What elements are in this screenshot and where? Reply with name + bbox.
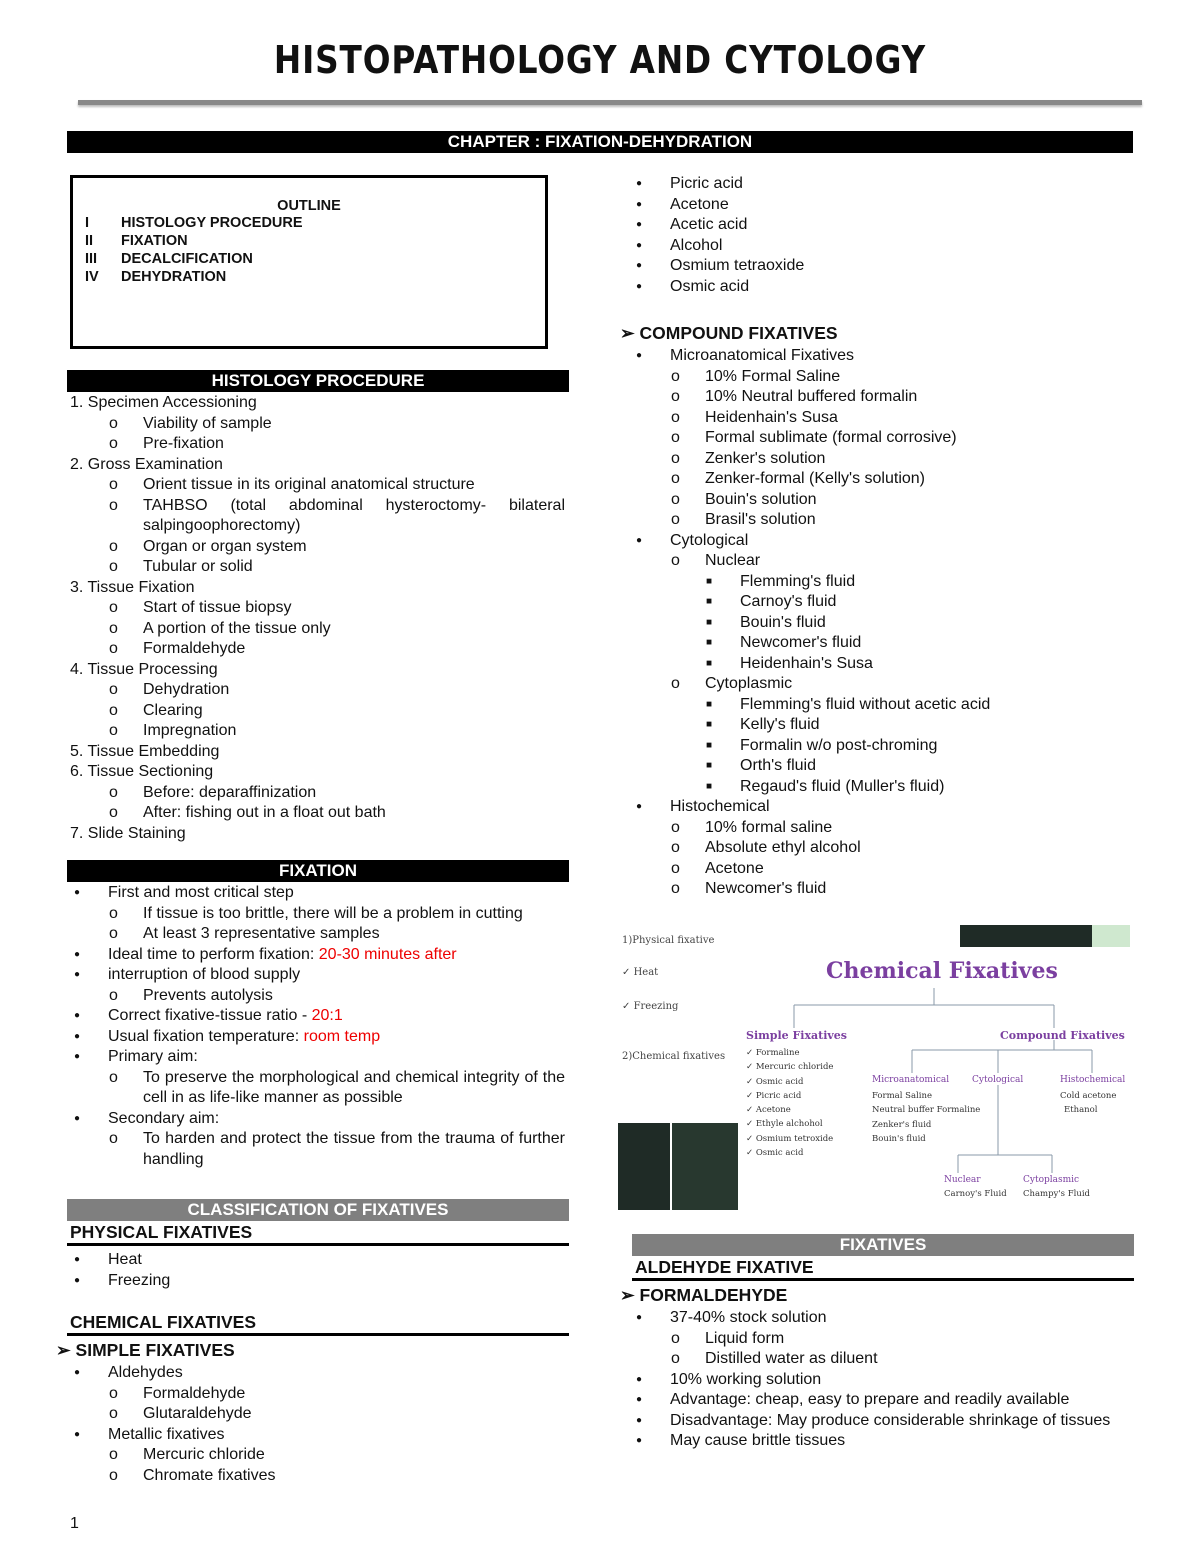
formaldehyde-heading [620, 1285, 787, 1306]
fig-simple-item: ✓ Osmium tetroxide [746, 1133, 834, 1144]
list-text: 37-40% stock solution [670, 1309, 827, 1326]
fig-text: Mercuric chloride [755, 1062, 834, 1073]
list-item: ● Acetic acid [636, 216, 748, 233]
list-text: Advantage: cheap, easy to prepare and readily available [670, 1391, 1070, 1408]
fig-text: Picric acid [755, 1090, 802, 1101]
fig-text: Freezing [633, 1001, 679, 1012]
physical-list [70, 1250, 565, 1291]
list-item: ● Microanatomical Fixatives [636, 347, 855, 364]
list-text: Formaldehyde [143, 1384, 246, 1402]
list-item: o Acetone [671, 859, 764, 877]
list-text: 10% formal saline [705, 818, 833, 836]
list-item: 2. Gross Examination [70, 455, 223, 473]
list-text: Dehydration [143, 681, 230, 698]
list-text: Cytological [670, 531, 749, 549]
list-item: o After: fishing out in a float out bath [109, 804, 386, 821]
outline-item [73, 232, 545, 250]
fig-text: Formaline [755, 1048, 800, 1058]
list-text: Kelly's fluid [740, 716, 820, 733]
list-item: ● First and most critical step [74, 884, 294, 901]
list-item: 1. Specimen Accessioning [70, 394, 257, 411]
fig-simple-item: ✓ Osmic acid [746, 1148, 804, 1159]
list-text: Acetone [705, 859, 764, 877]
fig-text: Acetone [755, 1105, 791, 1116]
heading-text: COMPOUND FIXATIVES [639, 323, 838, 343]
compound-fixatives-heading [620, 323, 838, 344]
list-text: Glutaraldehyde [143, 1405, 252, 1422]
list-text: Formaldehyde [143, 640, 246, 657]
fig-heat-item [622, 967, 658, 978]
list-text: Mercuric chloride [143, 1446, 265, 1463]
list-item: ● 10% working solution [636, 1370, 822, 1388]
list-item: o 10% formal saline [671, 818, 833, 836]
list-text: First and most critical step [108, 884, 294, 901]
list-item: ● Usual fixation temperature: room temp [74, 1027, 381, 1045]
check-icon: ✓ [622, 1001, 634, 1012]
list-text: Heidenhain's Susa [740, 654, 873, 672]
list-item: ● Cytological [636, 531, 749, 549]
list-item: ● Picric acid [636, 175, 743, 192]
list-text: Carnoy's fluid [740, 593, 837, 610]
fig-nuclear-item: Carnoy's Fluid [944, 1189, 1007, 1199]
fig-simple-item: ✓ Ethyle alchohol [746, 1119, 823, 1130]
fig-histo-heading: Histochemical [1060, 1075, 1126, 1085]
fig-histo-item: Ethanol [1064, 1105, 1098, 1116]
list-item: o Chromate fixatives [109, 1466, 276, 1484]
list-item: ■ Carnoy's fluid [706, 593, 837, 610]
fig-cyto-heading: Cytological [972, 1075, 1024, 1085]
fig-histo-list [1060, 1089, 1116, 1118]
fig-simple-heading: Simple Fixatives [746, 1029, 847, 1042]
list-item: ● Heat [74, 1251, 142, 1268]
outline-num: I [85, 215, 90, 231]
list-text: Before: deparaffinization [143, 783, 317, 801]
fig-nuclear-heading: Nuclear [944, 1175, 981, 1185]
chapter-banner: CHAPTER : FIXATION-DEHYDRATION [67, 131, 1133, 153]
fig-compound-heading: Compound Fixatives [1000, 1029, 1125, 1042]
list-text: Heat [108, 1251, 142, 1268]
list-item: o Brasil's solution [671, 511, 816, 528]
list-item: o To preserve the morphological and chemical integrity of the cell in as life-like manner as possible [109, 1068, 565, 1106]
list-text: TAHBSO (total abdominal hysteroctomy- bilateral salpingoophorectomy) [143, 496, 565, 534]
list-item: o Impregnation [109, 722, 237, 739]
list-text: Tubular or solid [143, 558, 253, 575]
list-item: o Formaldehyde [109, 1384, 246, 1402]
list-item: ● Aldehydes [74, 1364, 183, 1381]
list-text: Flemming's fluid [740, 572, 856, 590]
list-item: o Zenker-formal (Kelly's solution) [671, 470, 926, 487]
list-text: Bouin's fluid [740, 613, 826, 631]
list-item: 4. Tissue Processing [70, 660, 218, 678]
highlight-text: 20:1 [311, 1007, 343, 1024]
fig-micro-item: Zenker's fluid [872, 1119, 932, 1130]
list-text: Newcomer's fluid [740, 634, 862, 651]
fig-simple-item: ✓ Picric acid [746, 1090, 802, 1101]
list-text: Absolute ethyl alcohol [705, 839, 861, 856]
fig-chemical-label: 2)Chemical fixatives [622, 1051, 726, 1062]
list-text: Acetone [670, 195, 729, 213]
physical-fixatives-heading: PHYSICAL FIXATIVES [67, 1222, 569, 1246]
list-item: ■ Regaud's fluid (Muller's fluid) [706, 777, 945, 795]
fig-simple-item: ✓ Formaline [746, 1048, 800, 1058]
list-text: Viability of sample [143, 414, 272, 432]
list-text: Orient tissue in its original anatomical structure [143, 476, 475, 493]
fig-physical-label: 1)Physical fixative [622, 935, 715, 946]
page-number: 1 [70, 1515, 79, 1532]
fig-cytoplasmic-heading: Cytoplasmic [1023, 1175, 1080, 1185]
list-item: o Tubular or solid [109, 558, 253, 575]
simple-list-continued [632, 174, 1132, 297]
list-text: Orth's fluid [740, 757, 816, 774]
list-text: Flemming's fluid without acetic acid [740, 695, 991, 713]
fig-simple-item: ✓ Osmic acid [746, 1076, 804, 1087]
list-item: o Zenker's solution [671, 449, 826, 467]
list-text: Disadvantage: May produce considerable shrinkage of tissues [670, 1411, 1111, 1429]
list-text: Secondary aim: [108, 1109, 220, 1127]
compound-list [632, 346, 1132, 900]
list-item: o Viability of sample [109, 414, 272, 432]
list-item: ● Correct fixative-tissue ratio - 20:1 [74, 1007, 343, 1024]
list-item: ■ Bouin's fluid [706, 613, 826, 631]
list-text: Heidenhain's Susa [705, 408, 838, 426]
list-item: ● interruption of blood supply [74, 966, 301, 983]
heading-text: SIMPLE FIXATIVES [75, 1340, 235, 1360]
list-item: o Prevents autolysis [109, 986, 273, 1004]
fig-micro-list [872, 1089, 980, 1146]
section-heading-fixatives: FIXATIVES [632, 1234, 1134, 1256]
outline-title: OUTLINE [277, 198, 341, 214]
list-item: o Mercuric chloride [109, 1446, 265, 1463]
list-item: 6. Tissue Sectioning [70, 763, 214, 780]
list-text: Chromate fixatives [143, 1466, 276, 1484]
list-text: Metallic fixatives [108, 1425, 225, 1443]
list-item: o At least 3 representative samples [109, 925, 380, 942]
list-text: Formal sublimate (formal corrosive) [705, 429, 957, 446]
list-text: Alcohol [670, 236, 723, 254]
arrow-icon: ➢ [56, 1340, 76, 1360]
list-item: o Cytoplasmic [671, 675, 793, 692]
list-item: o Organ or organ system [109, 537, 307, 555]
heading-text: FORMALDEHYDE [639, 1285, 788, 1305]
list-item: o Distilled water as diluent [671, 1350, 878, 1367]
list-item: o Start of tissue biopsy [109, 599, 292, 616]
list-text: After: fishing out in a float out bath [143, 804, 386, 821]
list-text: Microanatomical Fixatives [670, 347, 855, 364]
list-item: ■ Heidenhain's Susa [706, 654, 873, 672]
list-text: Formalin w/o post-chroming [740, 736, 938, 754]
list-text: interruption of blood supply [108, 966, 301, 983]
list-item: ■ Kelly's fluid [706, 716, 820, 733]
list-text: Organ or organ system [143, 537, 307, 555]
list-text: At least 3 representative samples [143, 925, 380, 942]
list-item: o Dehydration [109, 681, 230, 698]
list-item: o Before: deparaffinization [109, 783, 317, 801]
list-text: Osmium tetraoxide [670, 257, 805, 274]
outline-item [73, 268, 545, 286]
histology-list [70, 393, 565, 844]
list-text: If tissue is too brittle, there will be a problem in cutting [143, 904, 523, 922]
list-text: A portion of the tissue only [143, 619, 331, 637]
fig-simple-item: ✓ Mercuric chloride [746, 1062, 834, 1073]
list-item: ■ Flemming's fluid without acetic acid [706, 695, 991, 713]
list-text: Zenker-formal (Kelly's solution) [705, 470, 926, 487]
arrow-icon: ➢ [620, 323, 640, 343]
list-item: ● Alcohol [636, 236, 723, 254]
list-text: Histochemical [670, 798, 770, 815]
list-text: Prevents autolysis [143, 986, 273, 1004]
list-item: ● Histochemical [636, 798, 770, 815]
list-text: Acetic acid [670, 216, 748, 233]
list-item: 3. Tissue Fixation [70, 578, 195, 596]
list-text: Liquid form [705, 1329, 785, 1347]
list-item: ■ Flemming's fluid [706, 572, 856, 590]
list-item: o 10% Neutral buffered formalin [671, 388, 918, 405]
list-text: Bouin's solution [705, 490, 817, 508]
formaldehyde-list [632, 1308, 1130, 1452]
list-item: ■ Formalin w/o post-chroming [706, 736, 938, 754]
list-item: o Formaldehyde [109, 640, 246, 657]
list-text: Brasil's solution [705, 511, 816, 528]
title-divider [78, 100, 1142, 105]
list-text: Cytoplasmic [705, 675, 793, 692]
fig-title: Chemical Fixatives [826, 958, 1058, 984]
list-item: o TAHBSO (total abdominal hysteroctomy- bilateral salpingoophorectomy) [109, 496, 565, 534]
list-text: Usual fixation temperature: [108, 1027, 304, 1045]
outline-item [73, 250, 545, 268]
fig-text: Osmic acid [755, 1148, 804, 1159]
list-item: o To harden and protect the tissue from the trauma of further handling [109, 1130, 565, 1168]
fig-text: Osmium tetroxide [755, 1133, 834, 1144]
section-heading-fixation: FIXATION [67, 860, 569, 882]
list-item: ● Acetone [636, 195, 729, 213]
list-text: Zenker's solution [705, 449, 826, 467]
outline-label: FIXATION [121, 233, 188, 249]
chemical-fixatives-heading: CHEMICAL FIXATIVES [67, 1312, 569, 1336]
fig-text: Ethyle alchohol [755, 1119, 823, 1130]
section-heading-histology: HISTOLOGY PROCEDURE [67, 370, 569, 392]
list-item: o Nuclear [671, 552, 761, 569]
fig-simple-item: ✓ Acetone [746, 1105, 791, 1116]
list-item: ● Advantage: cheap, easy to prepare and readily available [636, 1391, 1070, 1408]
list-item: ● Metallic fixatives [74, 1425, 225, 1443]
arrow-icon: ➢ [620, 1285, 640, 1305]
list-text: To harden and protect the tissue from the trauma of further handling [143, 1130, 565, 1168]
list-item: o Newcomer's fluid [671, 880, 827, 897]
list-item: o Liquid form [671, 1329, 785, 1347]
list-item: ■ Newcomer's fluid [706, 634, 862, 651]
outline-num: IV [85, 269, 99, 285]
highlight-text: 20-30 minutes after [318, 945, 457, 963]
fig-text: Osmic acid [755, 1076, 804, 1087]
list-text: Correct fixative-tissue ratio - [108, 1007, 312, 1024]
list-text: Pre-fixation [143, 435, 224, 452]
list-text: Impregnation [143, 722, 237, 739]
list-item: ● Secondary aim: [74, 1109, 220, 1127]
simple-fixatives-heading [56, 1340, 235, 1361]
list-item: o Glutaraldehyde [109, 1405, 252, 1422]
fig-histo-item: Cold acetone [1060, 1091, 1117, 1101]
list-item: o Heidenhain's Susa [671, 408, 838, 426]
list-text: Newcomer's fluid [705, 880, 827, 897]
fig-micro-item: Formal Saline [872, 1091, 932, 1101]
fig-micro-item: Neutral buffer Formaline [872, 1105, 981, 1116]
fig-simple-list [746, 1046, 833, 1160]
list-item: ● Freezing [74, 1271, 171, 1289]
fig-micro-item: Bouin's fluid [872, 1133, 926, 1144]
list-text: Freezing [108, 1271, 171, 1289]
list-text: 10% working solution [670, 1370, 822, 1388]
list-item: o A portion of the tissue only [109, 619, 331, 637]
list-text: Ideal time to perform fixation: [108, 945, 319, 963]
fig-freezing-item [622, 1001, 678, 1012]
simple-list [70, 1363, 565, 1486]
outline-num: III [85, 251, 98, 267]
list-item: ● 37-40% stock solution [636, 1309, 827, 1326]
list-item: ● Primary aim: [74, 1048, 198, 1065]
list-text: May cause brittle tissues [670, 1432, 846, 1449]
list-item: ● Ideal time to perform fixation: 20-30 minutes after [74, 945, 457, 963]
list-item: o Orient tissue in its original anatomical structure [109, 476, 475, 493]
outline-label: DECALCIFICATION [121, 251, 253, 267]
list-item: 7. Slide Staining [70, 824, 186, 842]
fig-micro-heading: Microanatomical [872, 1075, 950, 1085]
highlight-text: room temp [303, 1027, 381, 1045]
list-text: Nuclear [705, 552, 761, 569]
list-item: ■ Orth's fluid [706, 757, 816, 774]
outline-label: DEHYDRATION [121, 269, 227, 285]
list-text: Primary aim: [108, 1048, 198, 1065]
list-text: Clearing [143, 701, 203, 719]
list-text: Picric acid [670, 175, 743, 192]
list-text: Regaud's fluid (Muller's fluid) [740, 777, 945, 795]
list-text: Osmic acid [670, 277, 750, 295]
list-item: o Absolute ethyl alcohol [671, 839, 861, 856]
chemical-fixatives-figure [618, 925, 1130, 1210]
aldehyde-fixative-heading: ALDEHYDE FIXATIVE [632, 1257, 1134, 1281]
list-item: o 10% Formal Saline [671, 367, 841, 385]
list-text: Aldehydes [108, 1364, 183, 1381]
list-item: o If tissue is too brittle, there will be a problem in cutting [109, 904, 523, 922]
outline-box [70, 175, 548, 349]
list-item: o Bouin's solution [671, 490, 817, 508]
list-item: ● Osmium tetraoxide [636, 257, 805, 274]
outline-label: HISTOLOGY PROCEDURE [121, 215, 303, 231]
outline-num: II [85, 233, 94, 249]
list-item: ● Disadvantage: May produce considerable shrinkage of tissues [636, 1411, 1111, 1429]
check-icon: ✓ [622, 967, 634, 978]
section-heading-classification: CLASSIFICATION OF FIXATIVES [67, 1199, 569, 1221]
list-text: To preserve the morphological and chemical integrity of the cell in as life-like manner as possible [143, 1068, 565, 1106]
fig-cytoplasmic-item: Champy's Fluid [1023, 1189, 1090, 1199]
fig-text: Heat [633, 967, 659, 978]
list-text: 10% Formal Saline [705, 367, 841, 385]
list-text: Start of tissue biopsy [143, 599, 292, 616]
document-title: HISTOPATHOLOGY AND CYTOLOGY [273, 38, 927, 82]
list-item: 5. Tissue Embedding [70, 742, 220, 760]
fixation-list [70, 883, 565, 1170]
list-item: ● May cause brittle tissues [636, 1432, 846, 1449]
outline-item [73, 214, 545, 232]
list-text: Distilled water as diluent [705, 1350, 878, 1367]
list-item: o Formal sublimate (formal corrosive) [671, 429, 957, 446]
list-item: o Clearing [109, 701, 203, 719]
list-item: o Pre-fixation [109, 435, 224, 452]
list-text: 10% Neutral buffered formalin [705, 388, 918, 405]
list-item: ● Osmic acid [636, 277, 750, 295]
